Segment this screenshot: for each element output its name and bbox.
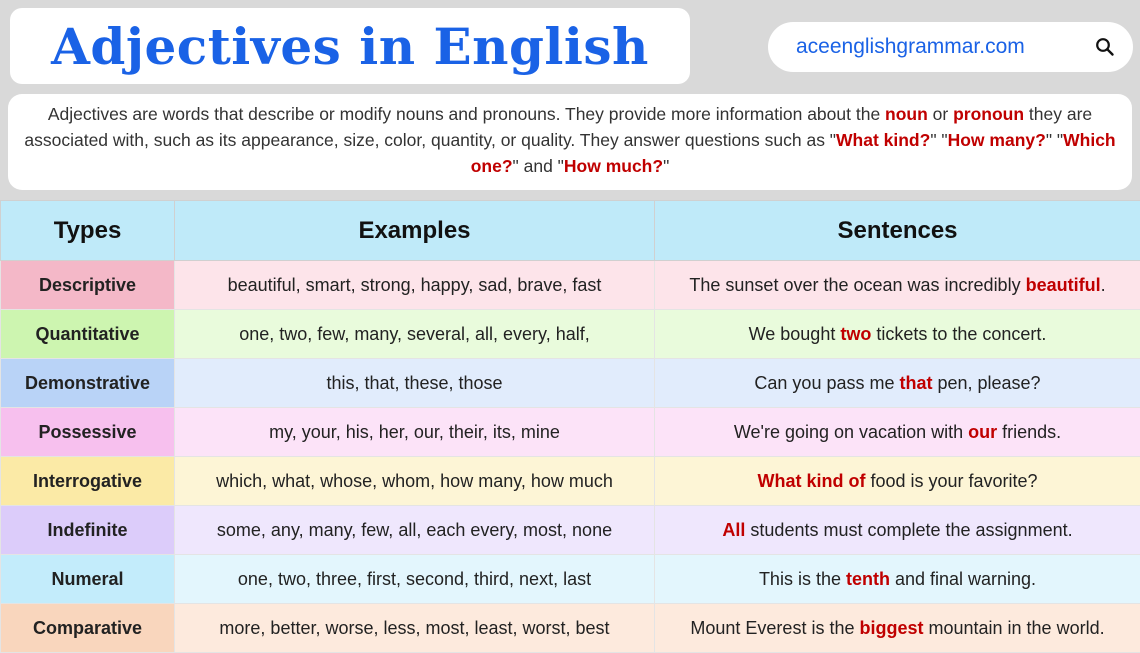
site-search-bar[interactable]	[768, 22, 1133, 72]
sentence-cell	[655, 408, 1140, 457]
type-cell: Interrogative	[1, 457, 175, 506]
description-segment: " "	[1046, 130, 1063, 150]
type-cell: Comparative	[1, 604, 175, 653]
highlight-term: How much?	[564, 156, 663, 176]
sentence-text: Can you pass me	[754, 373, 899, 393]
search-button[interactable]	[1083, 25, 1127, 69]
type-cell: Possessive	[1, 408, 175, 457]
table-row	[1, 310, 1140, 359]
sentence-text: students must complete the assignment.	[745, 520, 1072, 540]
sentence-cell	[655, 457, 1140, 506]
highlight-term: pronoun	[953, 104, 1024, 124]
description-panel	[8, 94, 1132, 190]
sentence-highlight: biggest	[859, 618, 923, 638]
page-title: Adjectives in English	[51, 17, 649, 76]
highlight-term: What kind?	[836, 130, 930, 150]
table-row	[1, 359, 1140, 408]
examples-cell: one, two, few, many, several, all, every, half,	[175, 310, 655, 359]
sentence-cell	[655, 604, 1140, 653]
sentence-cell	[655, 506, 1140, 555]
site-url[interactable]: aceenglishgrammar.com	[796, 35, 1083, 59]
type-cell: Numeral	[1, 555, 175, 604]
sentence-cell	[655, 261, 1140, 310]
examples-cell: this, that, these, those	[175, 359, 655, 408]
sentence-text: Mount Everest is the	[690, 618, 859, 638]
search-icon	[1095, 37, 1115, 57]
type-cell: Indefinite	[1, 506, 175, 555]
sentence-text: This is the	[759, 569, 846, 589]
description-segment: they are associated with, such as its appearance, size, color, quantity, or quality. They answer questions such as "	[24, 104, 1092, 150]
title-panel	[10, 8, 690, 84]
table-row	[1, 506, 1140, 555]
sentence-highlight: tenth	[846, 569, 890, 589]
sentence-cell	[655, 555, 1140, 604]
header-examples: Examples	[175, 201, 655, 261]
sentence-text: tickets to the concert.	[871, 324, 1046, 344]
table-row	[1, 555, 1140, 604]
sentence-text: We're going on vacation with	[734, 422, 968, 442]
sentence-highlight: our	[968, 422, 997, 442]
examples-cell: one, two, three, first, second, third, next, last	[175, 555, 655, 604]
type-cell: Descriptive	[1, 261, 175, 310]
sentence-text: and final warning.	[890, 569, 1036, 589]
highlight-term: How many?	[948, 130, 1046, 150]
description-segment: "	[663, 156, 669, 176]
sentence-highlight: two	[840, 324, 871, 344]
sentence-highlight: All	[722, 520, 745, 540]
table-row	[1, 457, 1140, 506]
description-segment: or	[928, 104, 953, 124]
highlight-term: Which one?	[471, 130, 1116, 176]
description-text	[8, 101, 1132, 179]
sentence-highlight: beautiful	[1026, 275, 1101, 295]
header-sentences: Sentences	[655, 201, 1140, 261]
sentence-text: .	[1101, 275, 1106, 295]
sentence-text: food is your favorite?	[865, 471, 1037, 491]
table-row	[1, 261, 1140, 310]
examples-cell: beautiful, smart, strong, happy, sad, brave, fast	[175, 261, 655, 310]
description-segment: " "	[930, 130, 947, 150]
sentence-text: We bought	[749, 324, 841, 344]
sentence-cell	[655, 310, 1140, 359]
examples-cell: my, your, his, her, our, their, its, mine	[175, 408, 655, 457]
header-types: Types	[1, 201, 175, 261]
examples-cell: some, any, many, few, all, each every, most, none	[175, 506, 655, 555]
examples-cell: which, what, whose, whom, how many, how much	[175, 457, 655, 506]
sentence-cell	[655, 359, 1140, 408]
table-row	[1, 604, 1140, 653]
type-cell: Demonstrative	[1, 359, 175, 408]
description-segment: Adjectives are words that describe or modify nouns and pronouns. They provide more information about the	[48, 104, 885, 124]
sentence-text: pen, please?	[932, 373, 1040, 393]
table-row	[1, 408, 1140, 457]
examples-cell: more, better, worse, less, most, least, worst, best	[175, 604, 655, 653]
type-cell: Quantitative	[1, 310, 175, 359]
sentence-text: The sunset over the ocean was incredibly	[689, 275, 1025, 295]
sentence-text: friends.	[997, 422, 1061, 442]
adjectives-table	[0, 200, 1140, 653]
sentence-text: mountain in the world.	[923, 618, 1104, 638]
highlight-term: noun	[885, 104, 928, 124]
sentence-highlight: that	[899, 373, 932, 393]
sentence-highlight: What kind of	[757, 471, 865, 491]
table-header-row	[1, 201, 1140, 261]
description-segment: " and "	[513, 156, 564, 176]
